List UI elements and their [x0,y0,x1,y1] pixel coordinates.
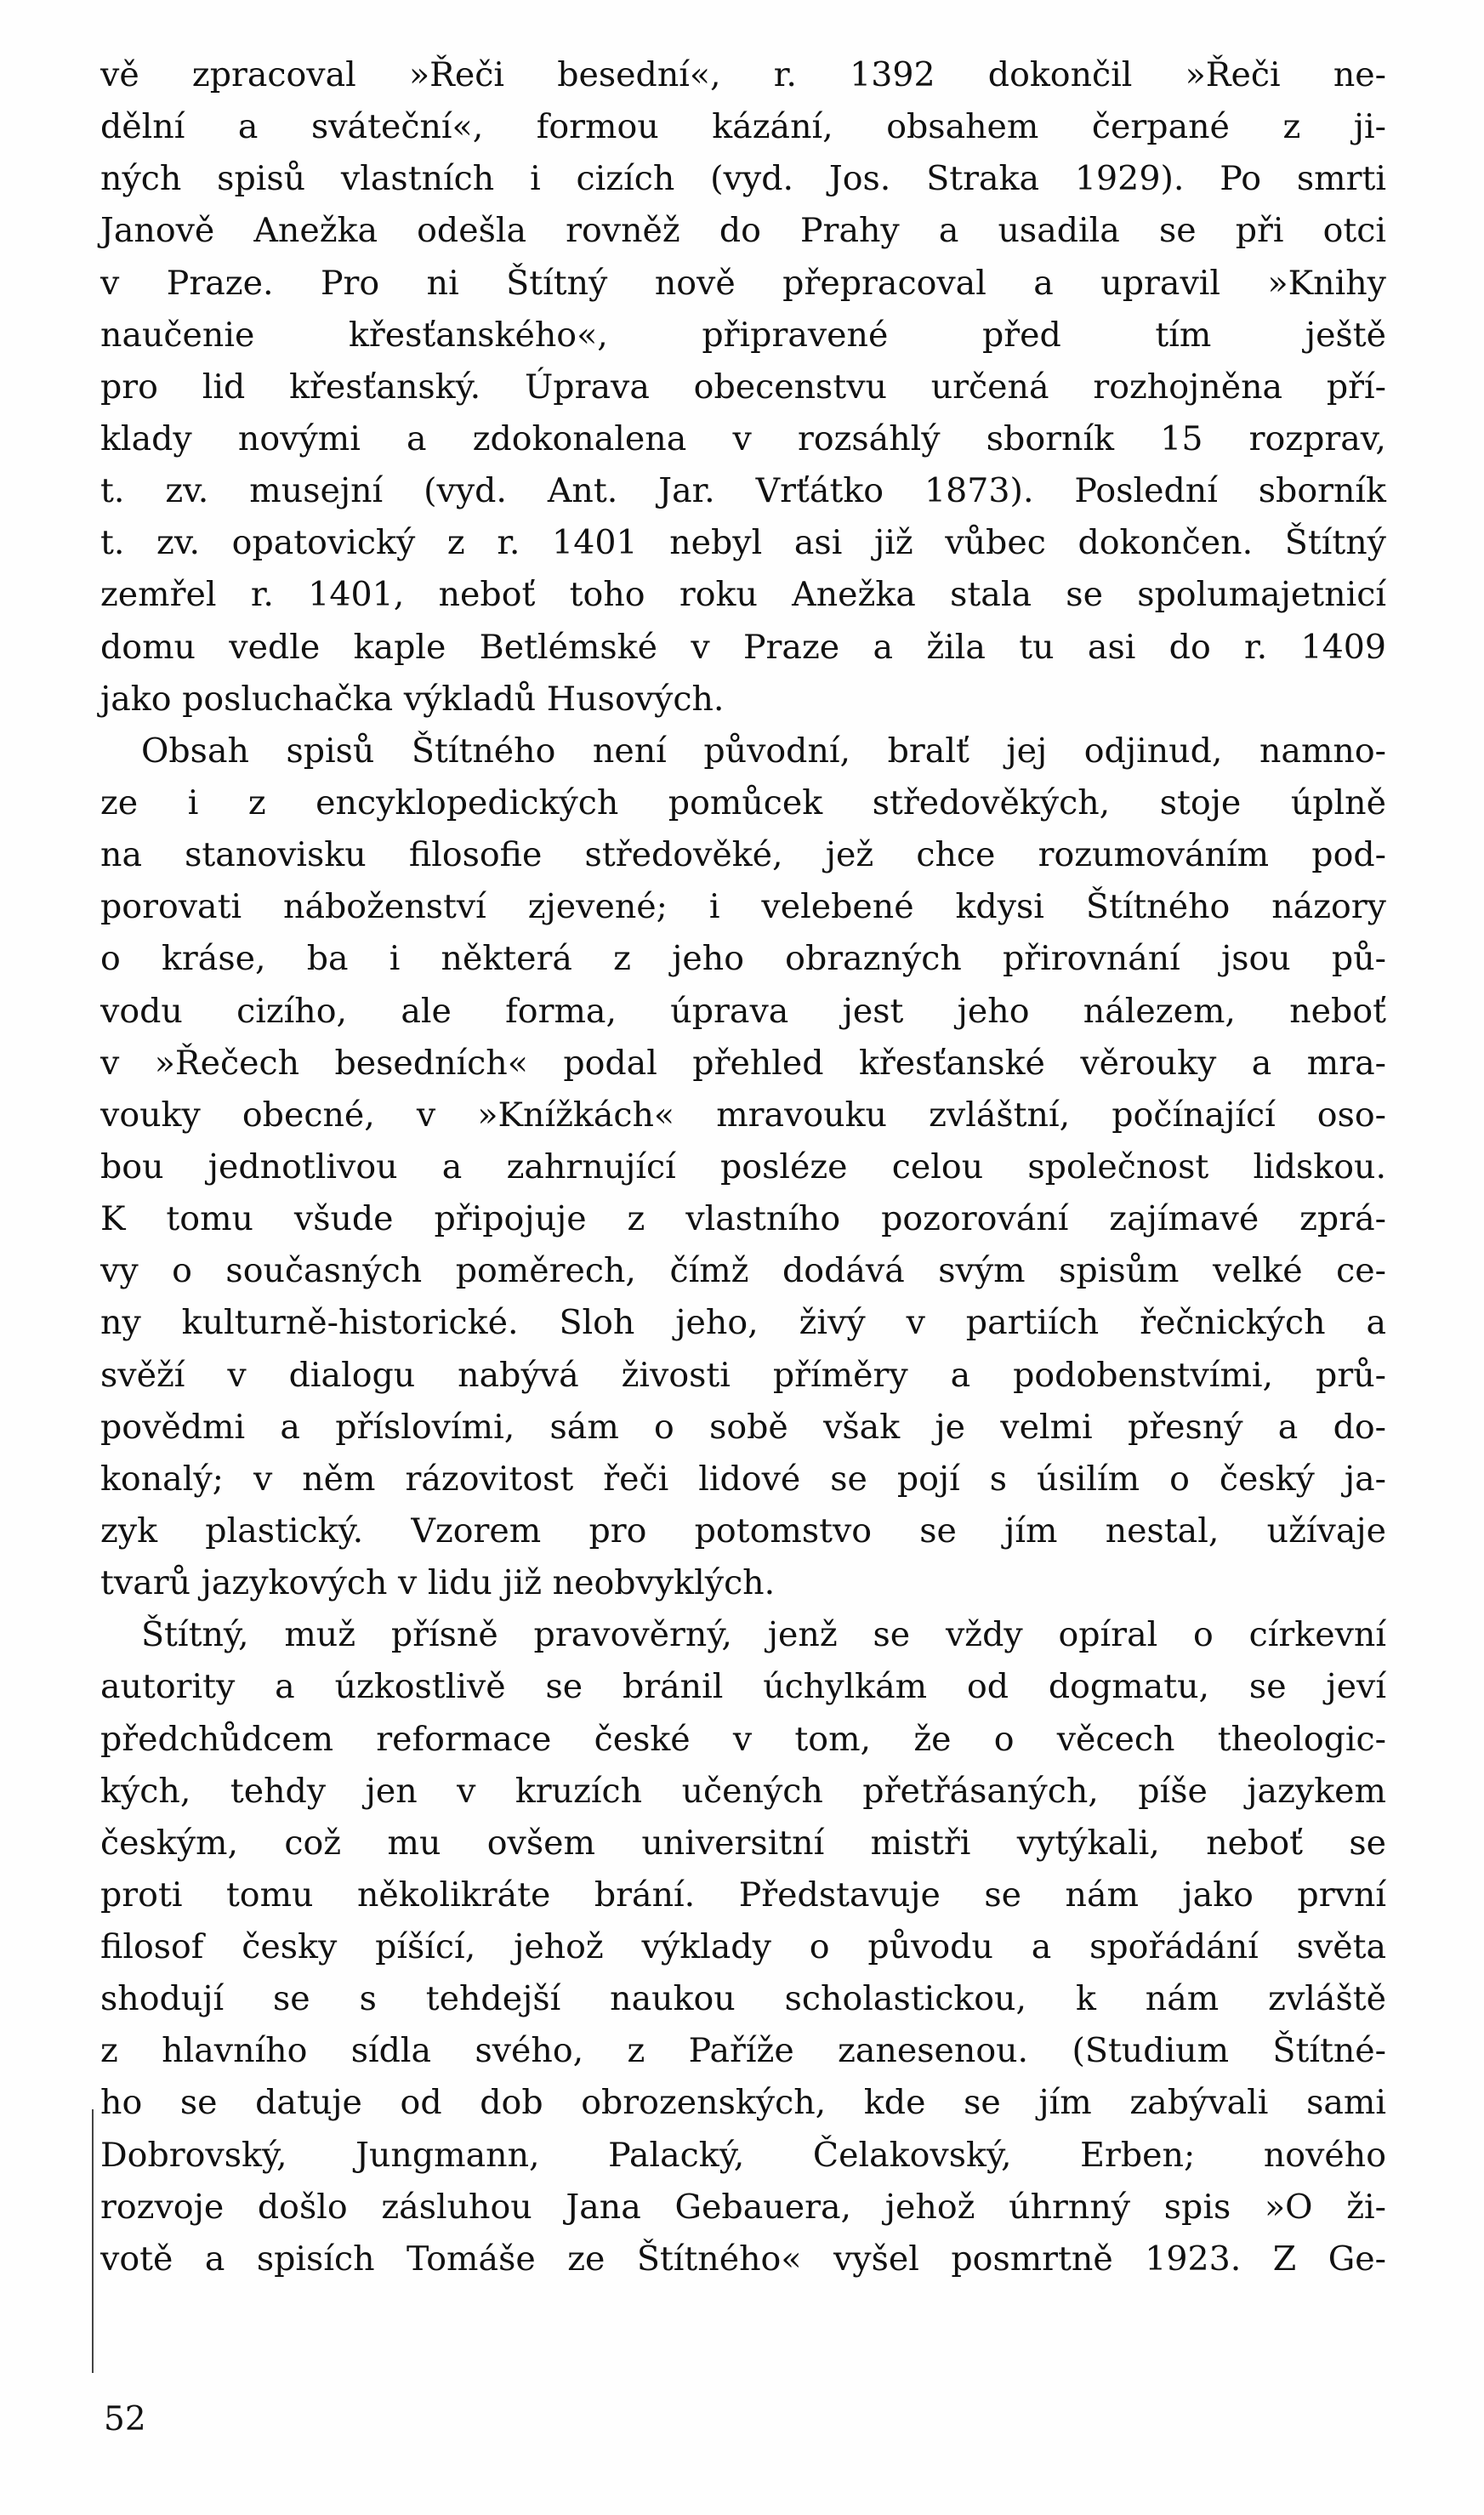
text-line: zyk plastický. Vzorem pro potomstvo se jím nestal, užívaje [100,1511,1386,1551]
text-line: předchůdcem reformace české v tom, že o věcech theologic- [100,1719,1386,1759]
text-line: pro lid křesťanský. Úprava obecenstvu určená rozhojněna pří- [100,367,1386,407]
text-line: tvarů jazykových v lidu již neobvyklých. [100,1563,776,1603]
text-line: českým, což mu ovšem universitní mistři vytýkali, neboť se [100,1823,1386,1863]
text-line: shodují se s tehdejší naukou scholastickou, k nám zvláště [100,1979,1386,2019]
text-line: dělní a sváteční«, formou kázání, obsahem čerpané z ji- [100,107,1386,147]
text-line: povědmi a příslovími, sám o sobě však je velmi přesný a do- [100,1407,1386,1447]
text-line: vouky obecné, v »Knížkách« mravouku zvláštní, počínající oso- [100,1095,1386,1135]
text-line: na stanovisku filosofie středověké, jež chce rozumováním pod- [100,835,1386,875]
text-line: autority a úzkostlivě se bránil úchylkám od dogmatu, se jeví [100,1667,1386,1707]
text-line: v Praze. Pro ni Štítný nově přepracoval a upravil »Knihy [100,263,1386,303]
text-line: v »Řečech besedních« podal přehled křesťanské věrouky a mra- [100,1043,1386,1083]
text-line: rozvoje došlo zásluhou Jana Gebauera, jehož úhrnný spis »O ži- [100,2187,1386,2227]
text-line: Štítný, muž přísně pravověrný, jenž se vždy opíral o církevní [141,1615,1386,1655]
text-line: ných spisů vlastních i cizích (vyd. Jos. Straka 1929). Po smrti [100,159,1386,199]
text-line: konalý; v něm rázovitost řeči lidové se pojí s úsilím o český ja- [100,1459,1386,1499]
text-line: ho se datuje od dob obrozenských, kde se jím zabývali sami [100,2083,1386,2123]
text-line: vodu cizího, ale forma, úprava jest jeho nálezem, neboť [100,991,1386,1031]
text-line: porovati náboženství zjevené; i velebené kdysi Štítného názory [100,887,1386,927]
text-line: Janově Anežka odešla rovněž do Prahy a usadila se při otci [100,211,1386,251]
body-text [100,49,1386,2285]
text-line: Obsah spisů Štítného není původní, bralť jej odjinud, namno- [141,731,1386,771]
text-line: ze i z encyklopedických pomůcek středověkých, stoje úplně [100,782,1386,822]
text-line: jako posluchačka výkladů Husových. [100,679,725,719]
text-line: bou jednotlivou a zahrnující posléze celou společnost lidskou. [100,1147,1386,1186]
text-line: kých, tehdy jen v kruzích učených přetřásaných, píše jazykem [100,1771,1386,1811]
text-line: zemřel r. 1401, neboť toho roku Anežka stala se spolumajetnicí [100,575,1386,615]
text-line: z hlavního sídla svého, z Paříže zanesenou. (Studium Štítné- [100,2031,1386,2071]
text-line: o kráse, ba i některá z jeho obrazných přirovnání jsou pů- [100,939,1386,979]
text-line: votě a spisích Tomáše ze Štítného« vyšel posmrtně 1923. Z Ge- [100,2239,1386,2279]
text-line: vy o současných poměrech, čímž dodává svým spisům velké ce- [100,1251,1386,1291]
text-line: t. zv. musejní (vyd. Ant. Jar. Vrťátko 1873). Poslední sborník [100,471,1386,511]
text-line: K tomu všude připojuje z vlastního pozorování zajímavé zprá- [100,1199,1386,1239]
text-line: naučenie křesťanského«, připravené před tím ještě [100,315,1386,355]
text-line: klady novými a zdokonalena v rozsáhlý sborník 15 rozprav, [100,418,1386,458]
text-line: proti tomu několikráte brání. Představuje se nám jako první [100,1875,1386,1915]
text-line: ny kulturně-historické. Sloh jeho, živý v partiích řečnických a [100,1303,1386,1343]
margin-mark [92,2109,94,2373]
text-line: domu vedle kaple Betlémské v Praze a žila tu asi do r. 1409 [100,627,1386,667]
text-line: t. zv. opatovický z r. 1401 nebyl asi již vůbec dokončen. Štítný [100,523,1386,563]
text-line: svěží v dialogu nabývá živosti příměry a podobenstvími, prů- [100,1355,1386,1395]
page-number: 52 [104,2400,146,2438]
text-line: filosof česky píšící, jehož výklady o původu a spořádání světa [100,1927,1386,1967]
text-line: Dobrovský, Jungmann, Palacký, Čelakovský, Erben; nového [100,2135,1386,2175]
text-line: vě zpracoval »Řeči besední«, r. 1392 dokončil »Řeči ne- [100,55,1386,94]
